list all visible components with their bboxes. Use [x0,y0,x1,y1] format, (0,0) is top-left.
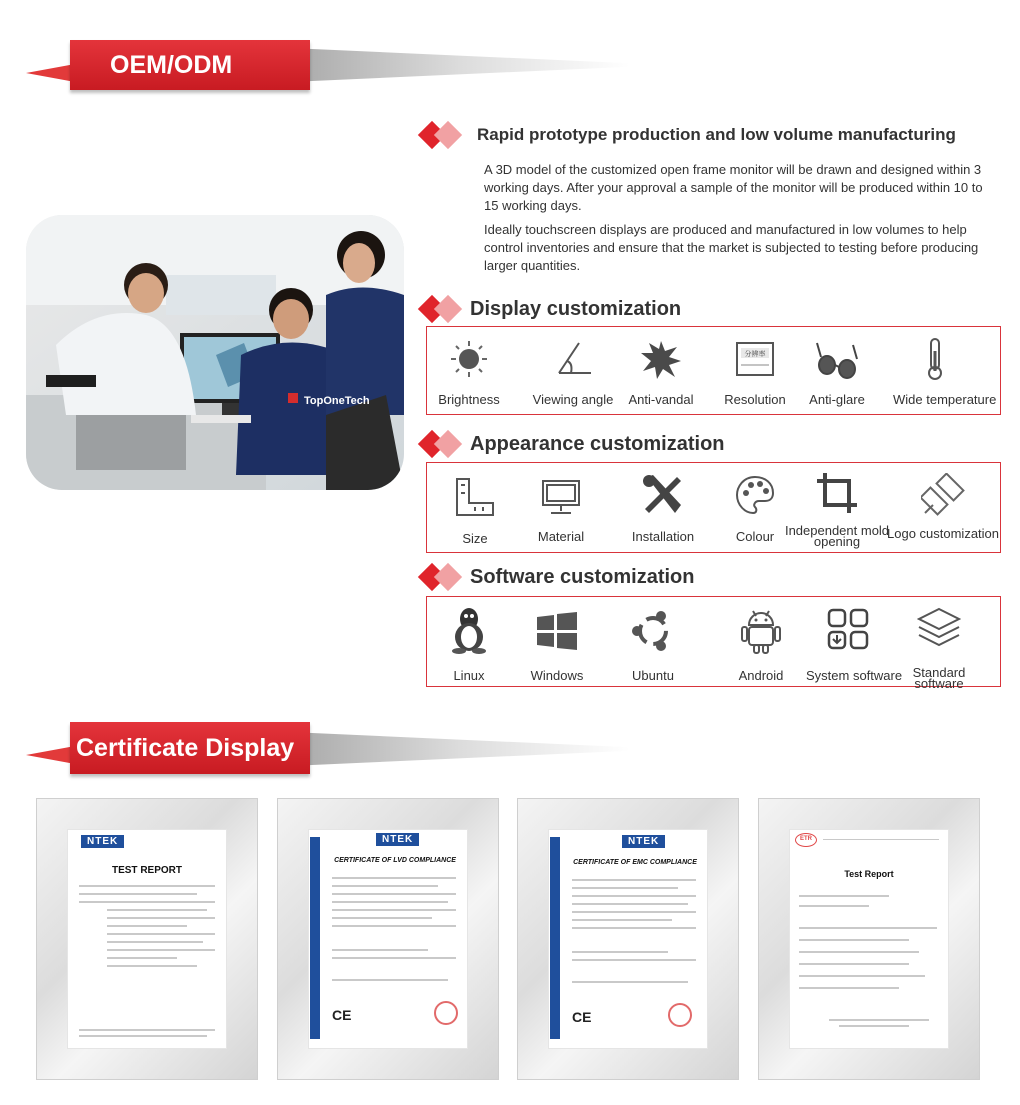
anti-vandal-icon [628,339,694,407]
oem-banner [0,40,640,100]
independent-mold-label: Independent mold opening [784,523,890,549]
certificate-frame [758,798,980,1080]
brightness-label: Brightness [438,392,500,407]
certificate-logo: NTEK [622,835,665,848]
size-icon [453,475,497,546]
linux-icon [447,605,491,683]
certificate-banner-title: Certificate Display [70,722,310,774]
size-label: Size [462,531,488,546]
display-title: Display customization [470,298,682,320]
wide-temperature-label: Wide temperature [893,392,997,407]
certificate-paper [789,829,949,1049]
standard-software-icon [912,607,966,691]
ubuntu-label: Ubuntu [632,668,674,683]
resolution-icon [724,339,786,407]
certificate-banner [0,722,640,782]
colour-label: Colour [735,529,775,544]
rapid-title: Rapid prototype production and low volume manufacturing [477,125,956,144]
banner-wing [290,48,630,82]
stamp-icon [668,1003,692,1027]
appearance-title: Appearance customization [470,433,725,455]
certificate-title: Test Report [844,869,894,879]
rapid-paragraph-1: A 3D model of the customized open frame monitor will be drawn and designed within 3 working days. After your approval a sample of the monitor will be produced within 10 to 15 working days. [484,162,983,213]
windows-icon [530,611,584,683]
material-label: Material [537,529,585,544]
diamond-bullet-icon [418,562,468,592]
certificate-logo: NTEK [81,835,124,848]
wide-temperature-icon [893,337,997,407]
installation-icon [631,473,695,544]
colour-palette-icon [733,473,777,544]
stamp-icon [434,1001,458,1025]
certificate-frame [277,798,499,1080]
anti-vandal-label: Anti-vandal [628,392,694,407]
viewing-angle-label: Viewing angle [532,392,614,407]
rapid-paragraph-2: Ideally touchscreen displays are produced and manufactured in low volumes to help control inventories and ensure that the market is subjected to testing before producing larger quantities. [484,222,979,273]
svg-text:分辨率: 分辨率 [744,350,766,358]
ce-mark-icon: CE [572,1009,592,1025]
certificate-title: CERTIFICATE OF LVD COMPLIANCE [334,857,456,864]
diamond-bullet-icon [418,294,468,324]
android-label: Android [738,668,784,683]
diamond-bullet-icon [418,120,468,150]
certificate-title: TEST REPORT [111,865,182,876]
certificate-side-band [310,837,320,1039]
ce-mark-icon: CE [332,1007,352,1023]
photo-shirt-logo: TopOneTech [304,395,370,407]
banner-wing [290,732,630,766]
anti-glare-icon [809,339,865,407]
system-software-icon [806,607,903,683]
certificate-logo: NTEK [376,833,419,846]
brightness-icon [438,339,500,407]
anti-glare-label: Anti-glare [809,392,865,407]
logo-customization-label: Logo customization [887,526,1000,541]
oem-banner-title: OEM/ODM [70,40,310,90]
display-icon-panel [426,326,1001,415]
linux-label: Linux [453,668,485,683]
diamond-bullet-icon [418,429,468,459]
crop-icon [784,471,890,549]
certificate-paper [308,829,468,1049]
certificate-title: CERTIFICATE OF EMC COMPLIANCE [573,859,697,866]
certificate-frame [517,798,739,1080]
standard-software-label: Standard software [912,665,966,691]
office-photo [26,215,404,490]
logo-customization-icon [887,473,1000,541]
certificate-logo: ETR [795,833,817,847]
system-software-label: System software [806,668,903,683]
android-icon [738,605,784,683]
appearance-icon-panel [426,462,1001,553]
office-photo-illustration [26,215,404,490]
viewing-angle-icon [532,339,614,407]
material-icon [537,475,585,544]
certificate-paper [548,829,708,1049]
certificate-side-band [550,837,560,1039]
resolution-label: Resolution [724,392,786,407]
ubuntu-icon [631,609,675,683]
software-title: Software customization [470,566,695,588]
software-icon-panel [426,596,1001,691]
installation-label: Installation [631,529,695,544]
certificate-frame [36,798,258,1080]
certificate-paper [67,829,227,1049]
windows-label: Windows [530,668,584,683]
